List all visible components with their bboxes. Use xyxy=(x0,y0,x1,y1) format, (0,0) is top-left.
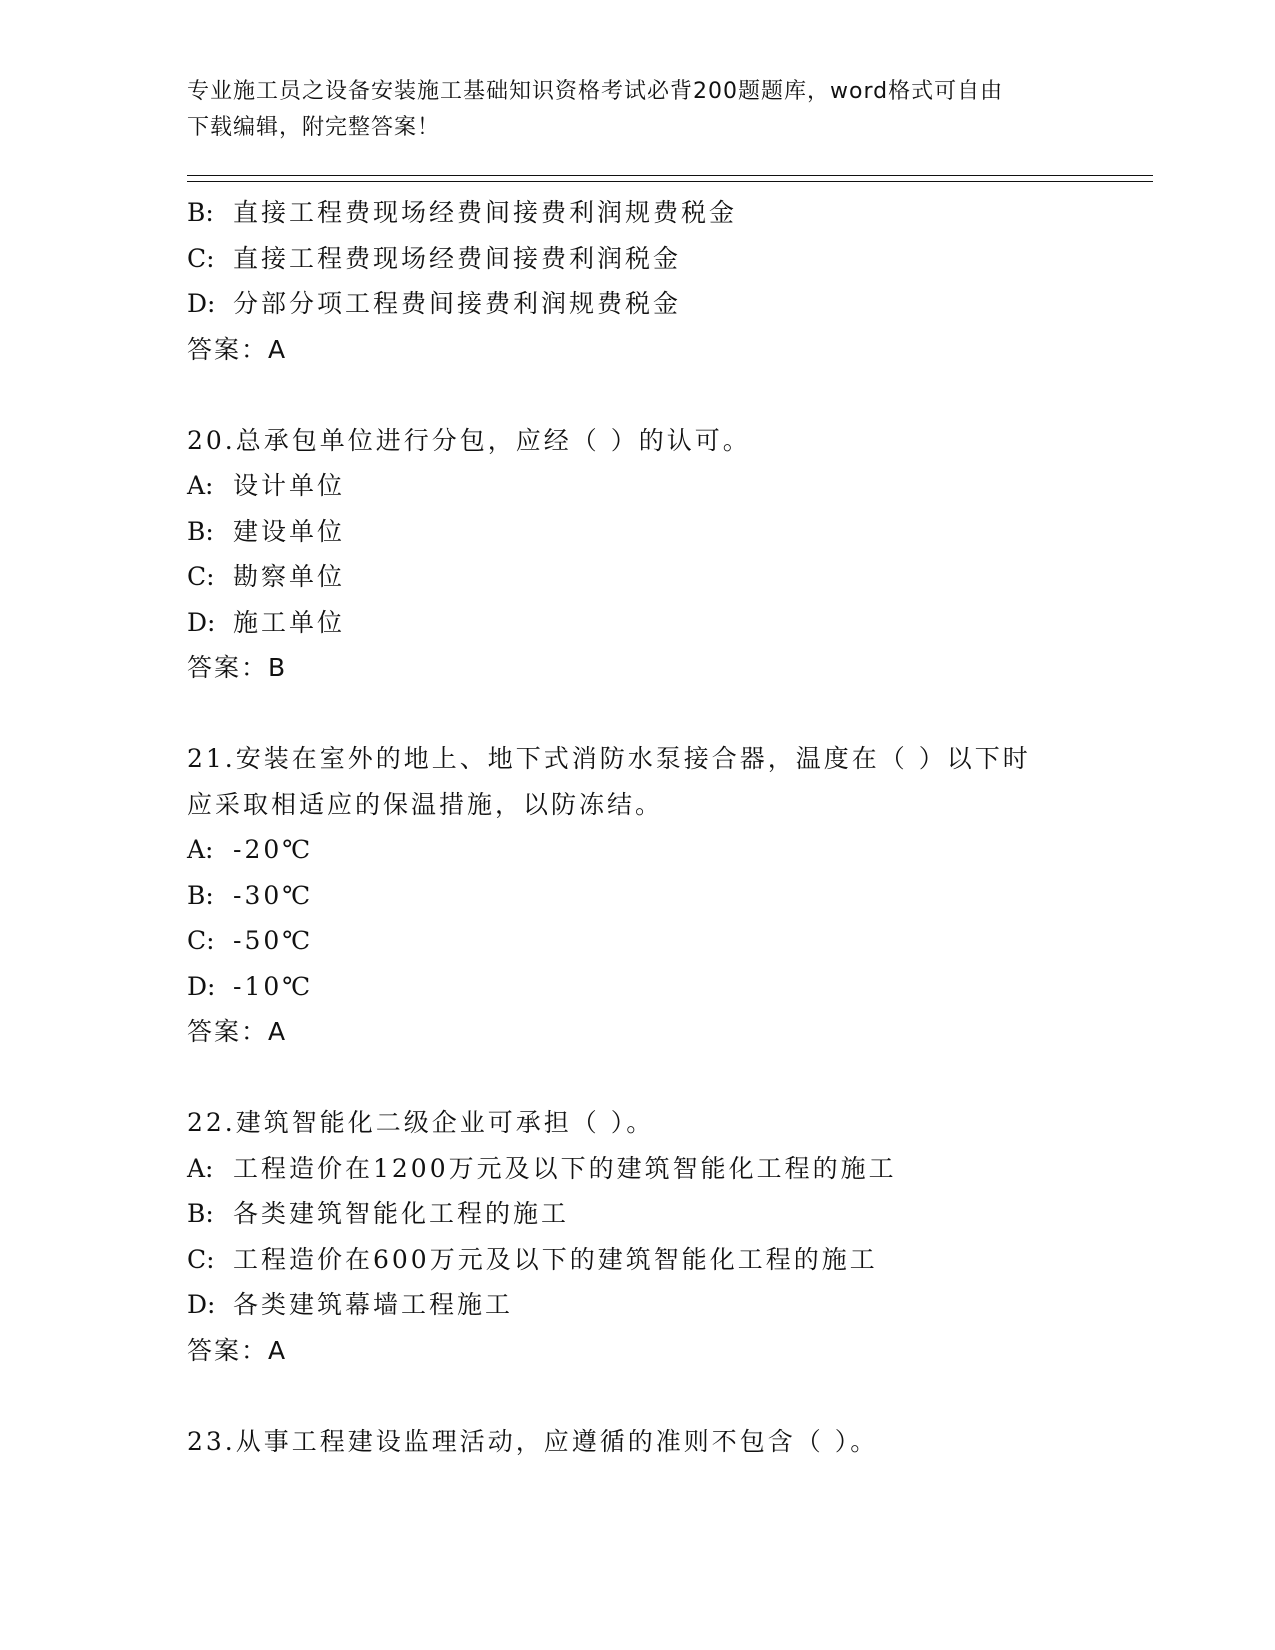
option-letter: D: xyxy=(187,607,216,637)
question-20 xyxy=(187,418,1147,691)
question-23 xyxy=(187,1419,1147,1465)
option-text: 直接工程费现场经费间接费利润规费税金 xyxy=(233,198,738,227)
option-c xyxy=(187,554,1147,600)
question-21 xyxy=(187,736,1147,1055)
option-d xyxy=(187,964,1147,1010)
question-22 xyxy=(187,1100,1147,1373)
option-letter: C: xyxy=(187,243,215,273)
answer-line: 答案：A xyxy=(187,1017,288,1046)
option-d xyxy=(187,281,1147,327)
spacer xyxy=(187,372,1147,418)
option-letter: D: xyxy=(187,1290,216,1319)
option-letter: D: xyxy=(187,971,216,1001)
answer-line: 答案：A xyxy=(187,1335,288,1365)
option-text: 工程造价在1200万元及以下的建筑智能化工程的施工 xyxy=(233,1153,897,1183)
option-b xyxy=(187,1191,1147,1237)
answer-line: 答案：A xyxy=(187,334,288,364)
option-d xyxy=(187,1282,1147,1328)
question-stem: 22.建筑智能化二级企业可承担（ ）。 xyxy=(187,1108,655,1137)
option-letter: B: xyxy=(187,198,214,227)
option-letter: C: xyxy=(187,562,215,591)
spacer xyxy=(187,1055,1147,1101)
option-letter: A: xyxy=(187,471,214,500)
option-text: -50℃ xyxy=(233,926,314,955)
option-a xyxy=(187,1146,1147,1192)
question-stem-line-1: 21.安装在室外的地上、地下式消防水泵接合器，温度在（ ）以下时 xyxy=(187,744,1031,773)
option-letter: B: xyxy=(187,516,214,546)
question-stem: 23.从事工程建设监理活动，应遵循的准则不包含（ ）。 xyxy=(187,1426,879,1456)
option-b xyxy=(187,509,1147,555)
question-stem-line-2: 应采取相适应的保温措施，以防冻结。 xyxy=(187,789,664,819)
option-c xyxy=(187,236,1147,282)
option-letter: B: xyxy=(187,1199,214,1228)
header-line-2: 下载编辑，附完整答案！ xyxy=(187,115,441,140)
header-line-1: 专业施工员之设备安装施工基础知识资格考试必背200题题库，word格式可自由 xyxy=(187,79,1004,104)
option-letter: D: xyxy=(187,289,216,318)
option-text: -10℃ xyxy=(233,971,314,1001)
question-19 xyxy=(187,190,1147,372)
option-b xyxy=(187,190,1147,236)
option-text: 工程造价在600万元及以下的建筑智能化工程的施工 xyxy=(233,1244,878,1274)
option-letter: A: xyxy=(187,835,214,864)
option-text: 勘察单位 xyxy=(233,562,346,591)
header-divider-bottom xyxy=(187,181,1153,182)
option-text: -30℃ xyxy=(233,880,314,910)
question-list xyxy=(187,190,1147,1464)
option-b xyxy=(187,873,1147,919)
option-c xyxy=(187,918,1147,964)
option-text: 直接工程费现场经费间接费利润税金 xyxy=(233,243,682,273)
option-text: 分部分项工程费间接费利润规费税金 xyxy=(233,289,682,318)
option-text: 建设单位 xyxy=(233,516,346,546)
option-letter: B: xyxy=(187,880,214,910)
option-text: 设计单位 xyxy=(233,471,346,500)
option-letter: A: xyxy=(187,1153,214,1183)
option-a xyxy=(187,463,1147,509)
option-letter: C: xyxy=(187,1244,215,1274)
option-c xyxy=(187,1237,1147,1283)
option-text: 各类建筑幕墙工程施工 xyxy=(233,1290,514,1319)
spacer xyxy=(187,691,1147,737)
option-d xyxy=(187,600,1147,646)
header-divider-top xyxy=(187,175,1153,176)
document-header xyxy=(187,74,1067,146)
answer-line: 答案：B xyxy=(187,653,288,682)
option-text: 施工单位 xyxy=(233,607,346,637)
question-stem: 20.总承包单位进行分包，应经（ ）的认可。 xyxy=(187,425,751,455)
option-text: -20℃ xyxy=(233,835,314,864)
option-a xyxy=(187,827,1147,873)
spacer xyxy=(187,1373,1147,1419)
option-text: 各类建筑智能化工程的施工 xyxy=(233,1199,570,1228)
option-letter: C: xyxy=(187,926,215,955)
